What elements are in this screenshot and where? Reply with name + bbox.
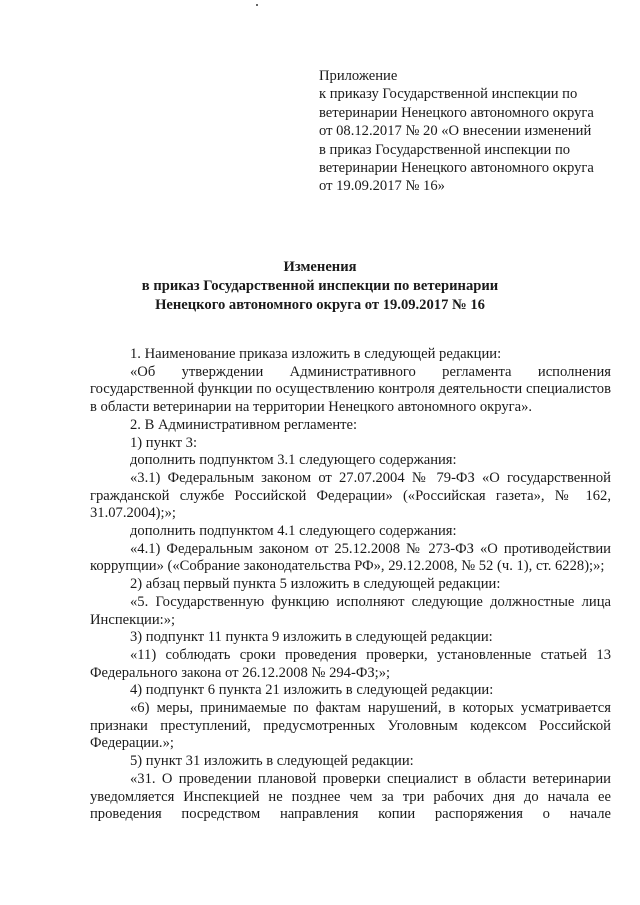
paragraph: дополнить подпунктом 3.1 следующего содержания: bbox=[130, 452, 457, 469]
title-line: в приказ Государственной инспекции по ветеринарии bbox=[141, 277, 499, 294]
paragraph: 2. В Административном регламенте: bbox=[130, 416, 358, 433]
appendix-line: от 08.12.2017 № 20 «О внесении изменений bbox=[319, 123, 592, 140]
title-line: Изменения bbox=[283, 259, 357, 275]
appendix-line: Приложение bbox=[319, 68, 398, 84]
paragraph: дополнить подпунктом 4.1 следующего содержания: bbox=[130, 523, 457, 540]
appendix-line: в приказ Государственной инспекции по bbox=[319, 141, 571, 158]
paragraph: «4.1) Федеральным законом от 25.12.2008 № 273-ФЗ «О противодействии коррупции» («Собрание законодательства РФ», 29.12.2008, № 52 (ч. 1), ст. 6228);»; bbox=[90, 540, 611, 575]
paragraph: «11) соблюдать сроки проведения проверки, установленные статьей 13 Федерального закона от 26.12.2008 № 294-ФЗ;»; bbox=[90, 646, 611, 681]
paragraph: 5) пункт 31 изложить в следующей редакции: bbox=[130, 753, 414, 770]
appendix-block bbox=[319, 67, 619, 196]
appendix-line: ветеринарии Ненецкого автономного округа bbox=[319, 104, 594, 121]
paragraph: 1. Наименование приказа изложить в следующей редакции: bbox=[130, 346, 502, 362]
paragraph: 1) пункт 3: bbox=[130, 434, 197, 451]
paragraph: «3.1) Федеральным законом от 27.07.2004 № 79-ФЗ «О государственной гражданской службе Российской Федерации» («Российская газета», № 162, 31.07.2004);»; bbox=[90, 469, 611, 522]
paragraph: 4) подпункт 6 пункта 21 изложить в следующей редакции: bbox=[130, 682, 494, 699]
paragraph: «31. О проведении плановой проверки специалист в области ветеринарии уведомляется Инспекцией не позднее чем за три рабочих дня до начала ее проведения посредством направления копии распоряжения о начале bbox=[90, 770, 611, 823]
document-title bbox=[0, 258, 640, 314]
title-line: Ненецкого автономного округа от 19.09.2017 № 16 bbox=[155, 296, 485, 313]
paragraph: «Об утверждении Административного регламента исполнения государственной функции по осуществлению контроля деятельности специалистов в области ветеринарии на территории Ненецкого автономного округа». bbox=[90, 363, 611, 416]
paragraph: «5. Государственную функцию исполняют следующие должностные лица Инспекции:»; bbox=[90, 593, 611, 628]
appendix-line: ветеринарии Ненецкого автономного округа bbox=[319, 160, 594, 177]
appendix-line: от 19.09.2017 № 16» bbox=[319, 178, 445, 195]
paragraph: 2) абзац первый пункта 5 изложить в следующей редакции: bbox=[130, 576, 501, 593]
document-body bbox=[90, 346, 611, 824]
appendix-line: к приказу Государственной инспекции по bbox=[319, 86, 578, 103]
scan-artifact bbox=[256, 4, 258, 6]
paragraph: 3) подпункт 11 пункта 9 изложить в следующей редакции: bbox=[130, 629, 493, 646]
paragraph: «6) меры, принимаемые по фактам нарушений, в которых усматривается признаки преступлений, предусмотренных Уголовным кодексом Российской Федерации.»; bbox=[90, 700, 611, 752]
